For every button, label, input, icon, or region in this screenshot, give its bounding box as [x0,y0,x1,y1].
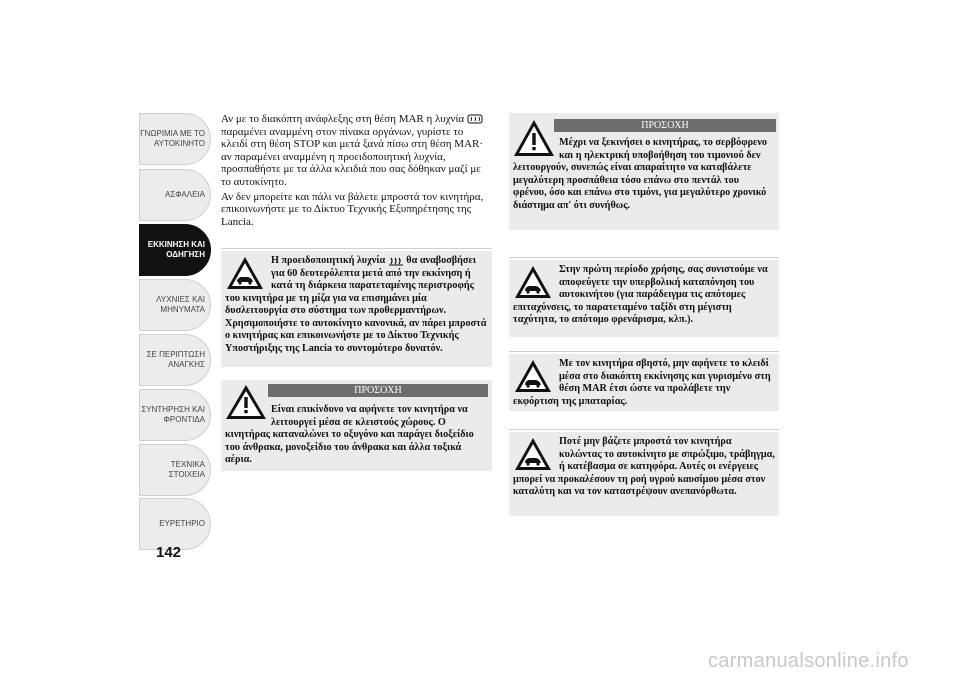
tab-label: ΤΕΧΝΙΚΑ ΣΤΟΙΧΕΙΑ [168,460,205,479]
warning-text: Μέχρι να ξεκινήσει ο κινητήρας, το σερβόφρενο και η ηλεκτρική υποβοήθηση του τιμονιού δεν λειτουργούν, συνεπώς είναι απαραίτητο να καταβάλετε μεγαλύτερη προσπάθεια τόσο επάνω στο πεντάλ του φρένου, όσο και επάνω στο τιμόνι, για μεγαλύτερο χρονικό διάστημα απ' ότι συνήθως. [513,137,768,211]
divider [509,429,779,430]
sidebar-tab-getting-to-know[interactable] [139,113,211,165]
car-note-icon [513,436,559,472]
tab-label: ΑΥΤΟΚΙΝΗΤΟ [153,139,205,148]
tab-label: ΕΥΡΕΤΗΡΙΟ [159,519,205,528]
warning-box-closed-spaces [221,380,492,471]
warning-box-power-assist [509,113,779,230]
glow-plug-lamp-icon [388,256,404,266]
sidebar-tab-technical-data[interactable] [139,444,211,496]
note-text: Με τον κινητήρα σβηστό, μην αφήνετε το κλειδί μέσα στο διακόπτη εκκίνησης και γυρισμένο στη θέση MAR έτσι ώστε να προλάβετε την εκφόρτιση της μπαταρίας. [513,358,771,407]
paragraph-text: Αν με το διακόπτη ανάφλεξης στη θέση MAR η λυχνία [221,113,465,125]
divider [509,351,779,352]
note-box-running-in [509,260,779,337]
divider [509,257,779,258]
warning-header: ΠΡΟΣΟΧΗ [268,384,488,397]
tab-label: ΑΣΦΑΛΕΙΑ [164,190,205,199]
body-text [221,113,491,230]
note-box-glow-plug [221,251,492,367]
warning-triangle-icon [225,384,271,420]
tab-label: ΛΥΧΝΙΕΣ ΚΑΙ [156,295,205,304]
glow-plug-lamp-icon [467,114,483,124]
sidebar-tab-safety[interactable] [139,169,211,221]
note-box-push-start [509,432,779,516]
sidebar-tab-maintenance[interactable] [139,389,211,441]
warning-header: ΠΡΟΣΟΧΗ [554,119,776,132]
tab-label: ΜΗΝΥΜΑΤΑ [160,305,205,314]
car-note-icon [513,264,559,300]
tab-label: ΑΝΑΓΚΗΣ [168,360,205,369]
tab-label: ΟΔΗΓΗΣΗ [166,250,205,259]
watermark: carmanualsonline.info [708,650,909,672]
paragraph [221,113,491,189]
tab-label: ΣΕ ΠΕΡΙΠΤΩΣΗ [146,350,205,359]
car-note-icon [513,358,559,394]
sidebar-tab-warning-lights[interactable] [139,279,211,331]
tab-label: ΦΡΟΝΤΙΔΑ [163,415,205,424]
sidebar-tab-emergency[interactable] [139,334,211,386]
note-text-part: Η προειδοποιητική λυχνία [271,255,386,266]
warning-triangle-icon [513,119,559,157]
note-text: Στην πρώτη περίοδο χρήσης, σας συνιστούμε να αποφεύγετε την υπερβολική καταπόνηση του αυτοκινήτου (για παράδειγμα τις απότομες επιταχύνσεις, το παρατεταμένο ταξίδι στη μέγιστη ταχύτητα, το απότομο φρενάρισμα, κλπ.). [513,264,768,325]
note-text-part: θα αναβοσβήσει για 60 δευτερόλεπτα μετά από την εκκίνηση ή κατά τη διάρκεια παρατεταμένης περιστροφής του κινητήρα με τη μίζα για να επισημάνει μία δυσλειτουργία στο σύστημα των προθερμαντήρων. Χρησιμοποιήστε το αυτοκίνητο κανονικά, αν πάρει μπροστά ο κινητήρας και επικοινωνήστε με το Δίκτυο Τεχνικής Υποστήριξης της Lancia το συντομότερο δυνατόν. [225,255,487,354]
divider [221,248,492,249]
note-box-battery [509,354,779,411]
paragraph-text: παραμένει αναμμένη στον πίνακα οργάνων, γυρίστε το κλειδί στη θέση STOP και μετά ξανά πίσω στη θέση MAR· αν παραμένει αναμμένη η προειδοποιητική λυχνία, προσπαθήστε με τα άλλα κλειδιά που σας δόθηκαν μαζί με το αυτοκίνητο. [221,125,484,188]
sidebar-tab-starting-driving[interactable] [139,224,211,276]
paragraph: Αν δεν μπορείτε και πάλι να βάλετε μπροστά τον κινητήρα, επικοινωνήστε με το Δίκτυο Τεχνικής Εξυπηρέτησης της Lancia. [221,190,484,228]
warning-text: Είναι επικίνδυνο να αφήνετε τον κινητήρα να λειτουργεί μέσα σε κλειστούς χώρους. Ο κινητήρας καταναλώνει το οξυγόνο και παράγει διοξείδιο του άνθρακα, μονοξείδιο του άνθρακα και άλλα τοξικά αέρια. [225,404,474,465]
tab-label: ΓΝΩΡΙΜΙΑ ΜΕ ΤΟ [140,129,205,138]
page-number: 142 [156,544,182,561]
tab-label: ΕΚΚΙΝΗΣΗ ΚΑΙ [147,240,205,249]
note-text: Ποτέ μην βάζετε μπροστά τον κινητήρα κυλώντας το αυτοκίνητο με σπρώξιμο, τράβηγμα, ή κατέβασμα σε κατηφόρα. Αυτές οι ενέργειες μπορεί να προκαλέσουν τη ροή υγρού καυσίμου μέσα στον καταλύτη και να τον καταστρέψουν ανεπανόρθωτα. [513,436,775,497]
sidebar-tab-index[interactable] [139,498,211,550]
tab-label: ΣΥΝΤΗΡΗΣΗ ΚΑΙ [141,405,205,414]
car-note-icon [225,255,271,291]
